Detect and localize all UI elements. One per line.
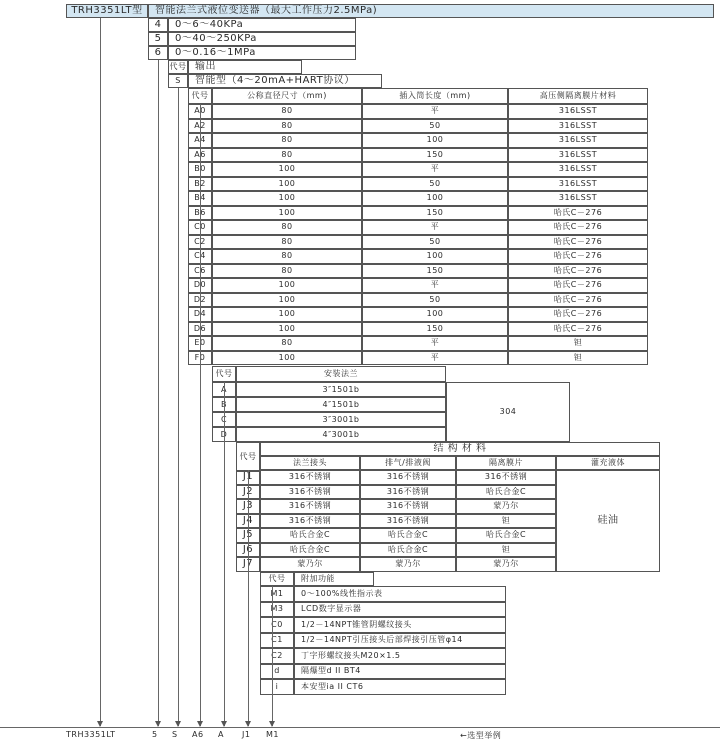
diaphragm-cell: 150 [362,148,508,163]
diaphragm-cell: 100 [362,249,508,264]
structure-cell: 蒙乃尔 [360,557,456,572]
diaphragm-cell: 50 [362,293,508,308]
extras-title: 附加功能 [294,572,374,586]
extras-code: C2 [260,648,294,664]
diaphragm-code: B4 [188,191,212,206]
flange-size: 4″1501b [236,397,446,412]
example-item: J1 [242,730,251,739]
diaphragm-cell: 80 [212,249,362,264]
output-text: 智能型（4～20mA+HART协议） [188,74,382,88]
diaphragm-cell: 哈氏C－276 [508,322,648,337]
baseline [0,727,720,728]
structure-code: J3 [236,499,260,514]
structure-fill: 硅油 [556,470,660,572]
diaphragm-code: B6 [188,206,212,221]
flange-size: 3″1501b [236,382,446,397]
flange-code: B [212,397,236,412]
structure-code: J4 [236,514,260,529]
diaphragm-cell: 平 [362,278,508,293]
structure-cell: 316不锈钢 [260,485,360,500]
structure-cell: 哈氏合金C [360,543,456,558]
diaphragm-cell: 哈氏C－276 [508,235,648,250]
example-label: ←选型举例 [460,731,502,740]
diaphragm-code: D0 [188,278,212,293]
connector-line [248,470,249,726]
diaphragm-cell: 80 [212,104,362,119]
flange-code: A [212,382,236,397]
example-item: M1 [266,730,279,739]
structure-cell: 316不锈钢 [360,470,456,485]
structure-cell: 蒙乃尔 [260,557,360,572]
output-code: S [168,74,188,88]
diaphragm-cell: 316LSST [508,148,648,163]
diaphragm-header: 插入筒长度（mm) [362,88,508,104]
structure-cell: 316不锈钢 [360,514,456,529]
structure-header: 排气/排液阀 [360,456,456,470]
diaphragm-cell: 平 [362,336,508,351]
extras-code: d [260,664,294,680]
diaphragm-cell: 100 [362,307,508,322]
diaphragm-cell: 哈氏C－276 [508,293,648,308]
diaphragm-header: 代号 [188,88,212,104]
diaphragm-cell: 哈氏C－276 [508,206,648,221]
flange-material: 304 [446,382,570,442]
diaphragm-cell: 150 [362,322,508,337]
diaphragm-cell: 80 [212,119,362,134]
structure-header: 隔离膜片 [456,456,556,470]
diaphragm-cell: 80 [212,235,362,250]
structure-cell: 316不锈钢 [360,485,456,500]
diaphragm-cell: 哈氏C－276 [508,220,648,235]
structure-code: J1 [236,470,260,485]
flange-size: 3″3001b [236,412,446,427]
diaphragm-code: A6 [188,148,212,163]
diaphragm-code: C4 [188,249,212,264]
structure-cell: 316不锈钢 [260,499,360,514]
diaphragm-cell: 316LSST [508,133,648,148]
diaphragm-cell: 哈氏C－276 [508,278,648,293]
structure-cell: 哈氏合金C [260,528,360,543]
diaphragm-cell: 平 [362,104,508,119]
diaphragm-cell: 316LSST [508,104,648,119]
structure-cell: 钽 [456,543,556,558]
diaphragm-code: C2 [188,235,212,250]
structure-code: J2 [236,485,260,500]
example-item: A6 [192,730,204,739]
flange-code: C [212,412,236,427]
diaphragm-code: D6 [188,322,212,337]
extras-code: i [260,679,294,695]
diaphragm-cell: 100 [212,278,362,293]
structure-cell: 哈氏合金C [456,485,556,500]
structure-cell: 316不锈钢 [360,499,456,514]
connector-line [272,586,273,726]
connector-line [224,382,225,726]
diaphragm-cell: 100 [212,307,362,322]
structure-code: J5 [236,528,260,543]
range-text: 0～40～250KPa [168,32,356,46]
diaphragm-cell: 100 [362,133,508,148]
diaphragm-cell: 150 [362,264,508,279]
extras-text: 0～100%线性指示表 [294,586,506,602]
range-code: 6 [148,46,168,60]
title-cell: 智能法兰式液位变送器（最大工作压力2.5MPa) [148,4,714,18]
diaphragm-cell: 80 [212,148,362,163]
diaphragm-cell: 哈氏C－276 [508,249,648,264]
output-title: 输出 [188,60,302,74]
example-item: S [172,730,178,739]
diaphragm-cell: 50 [362,177,508,192]
diaphragm-code: D2 [188,293,212,308]
extras-text: LCD数字显示器 [294,602,506,618]
extras-code-label: 代号 [260,572,294,586]
diaphragm-cell: 平 [362,162,508,177]
structure-code: J6 [236,543,260,558]
diaphragm-cell: 100 [212,177,362,192]
diaphragm-cell: 80 [212,264,362,279]
example-item: A [218,730,224,739]
structure-code: J7 [236,557,260,572]
diaphragm-code: C6 [188,264,212,279]
extras-code: M1 [260,586,294,602]
structure-cell: 哈氏合金C [456,528,556,543]
diaphragm-cell: 平 [362,351,508,366]
diaphragm-cell: 316LSST [508,119,648,134]
example-item: 5 [152,730,158,739]
structure-cell: 316不锈钢 [260,514,360,529]
flange-header: 代号 [212,366,236,382]
diaphragm-cell: 平 [362,220,508,235]
diaphragm-cell: 316LSST [508,162,648,177]
range-text: 0～6～40KPa [168,18,356,32]
diaphragm-header: 高压侧隔离膜片材料 [508,88,648,104]
range-text: 0～0.16～1MPa [168,46,356,60]
diaphragm-code: B2 [188,177,212,192]
diaphragm-code: F0 [188,351,212,366]
range-code: 5 [148,32,168,46]
diaphragm-cell: 80 [212,133,362,148]
extras-text: 本安型ia II CT6 [294,679,506,695]
example-item: TRH3351LT [66,730,116,739]
diaphragm-cell: 316LSST [508,177,648,192]
diaphragm-cell: 50 [362,119,508,134]
connector-line [100,18,101,726]
diaphragm-cell: 哈氏C－276 [508,264,648,279]
extras-text: 隔爆型d II BT4 [294,664,506,680]
flange-header: 安装法兰 [236,366,446,382]
diaphragm-code: A4 [188,133,212,148]
model-cell: TRH3351LT型 [66,4,148,18]
structure-code-label: 代号 [236,442,260,472]
diaphragm-code: C0 [188,220,212,235]
diaphragm-code: B0 [188,162,212,177]
structure-header: 法兰接头 [260,456,360,470]
structure-header: 灌充液体 [556,456,660,470]
diaphragm-cell: 316LSST [508,191,648,206]
connector-line [158,60,159,726]
extras-code: C1 [260,633,294,649]
diaphragm-cell: 100 [212,322,362,337]
diaphragm-cell: 100 [212,293,362,308]
structure-cell: 哈氏合金C [360,528,456,543]
structure-cell: 钽 [456,514,556,529]
extras-text: 丁字形螺纹接头M20×1.5 [294,648,506,664]
structure-cell: 316不锈钢 [456,470,556,485]
output-code-label: 代号 [168,60,188,74]
diaphragm-cell: 80 [212,336,362,351]
structure-cell: 蒙乃尔 [456,557,556,572]
connector-line [178,88,179,726]
diaphragm-cell: 100 [212,206,362,221]
structure-title: 结 构 材 料 [260,442,660,456]
diaphragm-cell: 50 [362,235,508,250]
diaphragm-cell: 哈氏C－276 [508,307,648,322]
diaphragm-code: A2 [188,119,212,134]
diaphragm-cell: 100 [362,191,508,206]
connector-line [200,104,201,726]
extras-code: M3 [260,602,294,618]
extras-text: 1/2－14NPT锥管阴螺纹接头 [294,617,506,633]
flange-code: D [212,427,236,442]
diaphragm-code: A0 [188,104,212,119]
structure-cell: 316不锈钢 [260,470,360,485]
extras-code: C0 [260,617,294,633]
diaphragm-cell: 150 [362,206,508,221]
diaphragm-cell: 100 [212,191,362,206]
diaphragm-cell: 80 [212,220,362,235]
flange-size: 4″3001b [236,427,446,442]
structure-cell: 蒙乃尔 [456,499,556,514]
diaphragm-header: 公称直径尺寸（mm) [212,88,362,104]
diaphragm-cell: 100 [212,162,362,177]
diaphragm-cell: 钽 [508,336,648,351]
range-code: 4 [148,18,168,32]
diaphragm-cell: 钽 [508,351,648,366]
structure-cell: 哈氏合金C [260,543,360,558]
diaphragm-code: E0 [188,336,212,351]
diaphragm-cell: 100 [212,351,362,366]
diaphragm-code: D4 [188,307,212,322]
extras-text: 1/2－14NPT引压接头后部焊接引压管φ14 [294,633,506,649]
